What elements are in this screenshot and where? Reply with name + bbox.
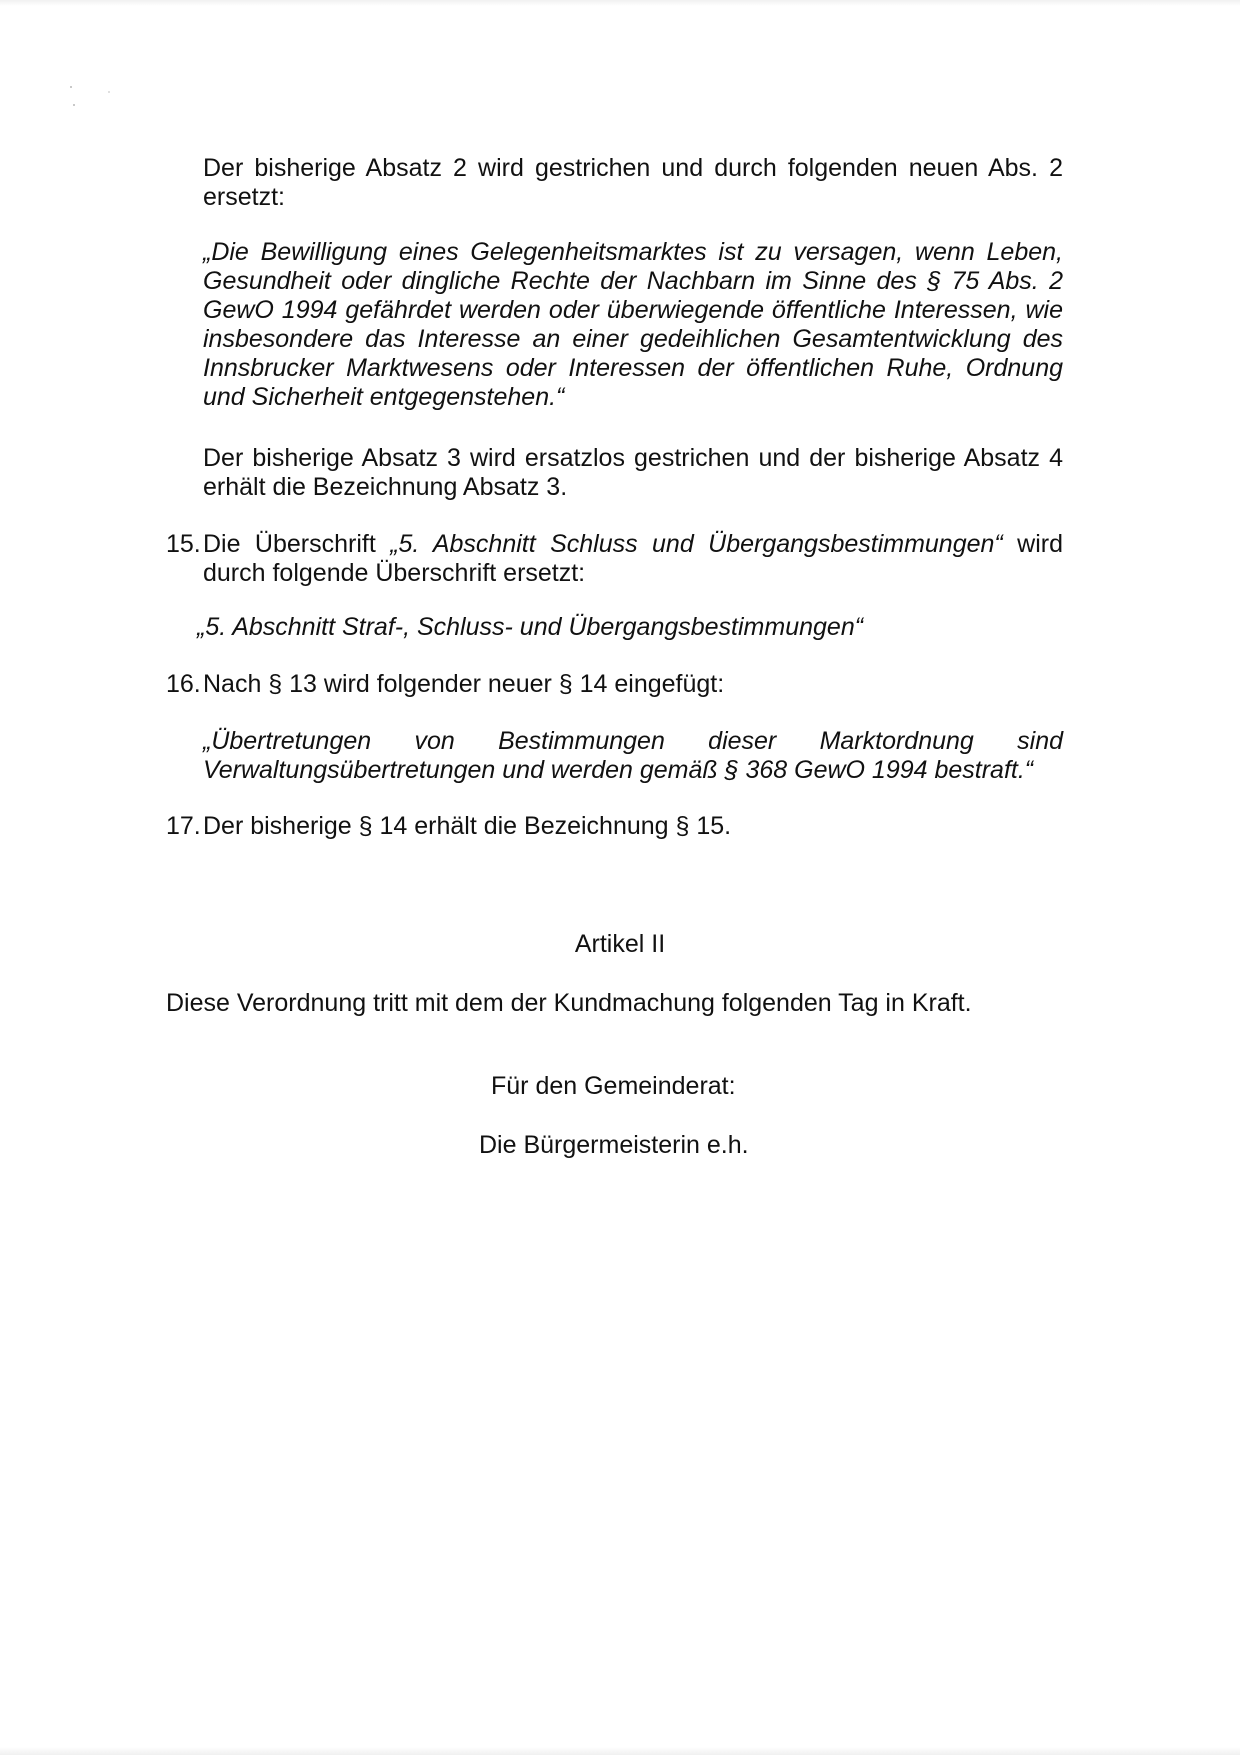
paragraph-absatz-2: Der bisherige Absatz 2 wird gestrichen und durch folgenden neuen Abs. 2 ersetzt: [203,154,1063,211]
quote-bewilligung: „Die Bewilligung eines Gelegenheitsmarktes ist zu versagen, wenn Leben, Gesundheit oder dingliche Rechte der Nachbarn im Sinne des § 75 Abs. 2 GewO 1994 gefährdet werden oder überwiegende öffentliche Interessen, wie insbesondere das Interesse an einer gedeihlichen Gesamtentwicklung des Innsbrucker Marktwesens oder Interessen der öffentlichen Ruhe, Ordnung und Sicherheit entgegenstehen.“ [203,238,1063,411]
item-15-text-before: Die Überschrift [203,530,391,558]
item-number-16: 16. [166,670,201,698]
item-15-old-heading: „5. Abschnitt Schluss und Übergangsbestimmungen“ [390,530,1003,558]
item-16-text: Nach § 13 wird folgender neuer § 14 eingefügt: [203,670,725,698]
signature-body: Für den Gemeinderat: [491,1072,736,1100]
item-number-15: 15. [166,530,201,558]
signature-title: Die Bürgermeisterin e.h. [479,1131,749,1159]
item-16-quote-line-2: Verwaltungsübertretungen und werden gemäß § 368 GewO 1994 bestraft.“ [203,756,1034,784]
item-15-new-heading: „5. Abschnitt Straf-, Schluss- und Übergangsbestimmungen“ [197,613,864,641]
scan-speck [108,91,110,93]
item-number-17: 17. [166,812,201,840]
item-17-text: Der bisherige § 14 erhält die Bezeichnung § 15. [203,812,732,840]
item-16-quote-line-1: „Übertretungen von Bestimmungen dieser Marktordnung sind [203,727,1063,755]
paragraph-absatz-3: Der bisherige Absatz 3 wird ersatzlos gestrichen und der bisherige Absatz 4 erhält die Bezeichnung Absatz 3. [203,444,1063,501]
article-text: Diese Verordnung tritt mit dem der Kundmachung folgenden Tag in Kraft. [166,989,972,1017]
scan-speck [70,86,72,88]
article-heading: Artikel II [574,930,666,958]
scan-edge-bottom [0,1747,1240,1755]
scan-speck [73,104,75,106]
scan-edge-top [0,0,1240,6]
item-15-text-after: wird durch folgende Überschrift ersetzt: [203,530,1063,587]
item-15-text [203,530,1063,588]
